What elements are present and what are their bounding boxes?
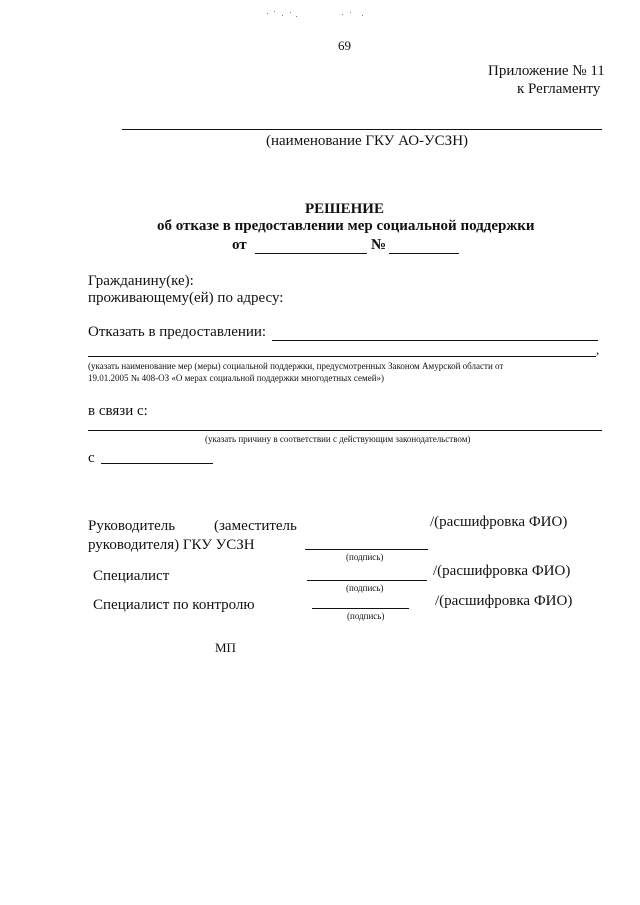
number-label: № — [371, 237, 387, 253]
citizen-label: Гражданину(ке): — [88, 273, 194, 289]
head-label-part-2: (заместитель — [214, 518, 297, 534]
specialist-signature-line[interactable] — [307, 580, 427, 581]
scan-specks — [262, 10, 382, 20]
reason-label: в связи с: — [88, 403, 148, 419]
control-specialist-signature-line[interactable] — [312, 608, 409, 609]
measures-note-line-2: 19.01.2005 № 408-ОЗ «О мерах социальной поддержки многодетных семей») — [88, 373, 385, 383]
measures-field-line[interactable] — [88, 356, 596, 357]
specialist-label: Специалист — [93, 568, 170, 584]
head-label-line-2: руководителя) ГКУ УСЗН — [88, 537, 255, 553]
date-field-line[interactable] — [255, 253, 367, 254]
page-number: 69 — [338, 38, 351, 53]
appendix-line-2: к Регламенту — [517, 81, 601, 97]
document-title: РЕШЕНИЕ — [305, 201, 384, 217]
number-field-line[interactable] — [389, 253, 459, 254]
control-specialist-label: Специалист по контролю — [93, 597, 255, 613]
head-decode-fio: /(расшифровка ФИО) — [430, 514, 568, 530]
org-caption: (наименование ГКУ АО-УСЗН) — [266, 133, 469, 149]
head-signature-caption: (подпись) — [346, 552, 384, 562]
appendix-line-1: Приложение № 11 — [488, 63, 605, 79]
refuse-label: Отказать в предоставлении: — [88, 324, 267, 340]
refuse-field-line[interactable] — [272, 340, 598, 341]
specialist-signature-caption: (подпись) — [346, 583, 384, 593]
since-label: с — [88, 450, 95, 466]
since-field-line[interactable] — [101, 463, 213, 464]
head-signature-line[interactable] — [305, 549, 428, 550]
org-name-line — [122, 129, 602, 130]
control-specialist-decode-fio: /(расшифровка ФИО) — [435, 593, 573, 609]
reason-field-line[interactable] — [88, 430, 602, 431]
address-label: проживающему(ей) по адресу: — [88, 290, 284, 306]
date-label: от — [232, 237, 247, 253]
stamp-place-label: МП — [215, 640, 236, 655]
document-subtitle: об отказе в предоставлении мер социальной поддержки — [157, 218, 535, 234]
measures-note-line-1: (указать наименование мер (меры) социальной поддержки, предусмотренных Законом Амурской области от — [88, 361, 504, 371]
control-specialist-signature-caption: (подпись) — [347, 611, 385, 621]
head-label-part-1: Руководитель — [88, 518, 176, 534]
comma: , — [596, 342, 600, 357]
reason-note: (указать причину в соответствии с действующим законодательством) — [205, 434, 471, 444]
specialist-decode-fio: /(расшифровка ФИО) — [433, 563, 571, 579]
